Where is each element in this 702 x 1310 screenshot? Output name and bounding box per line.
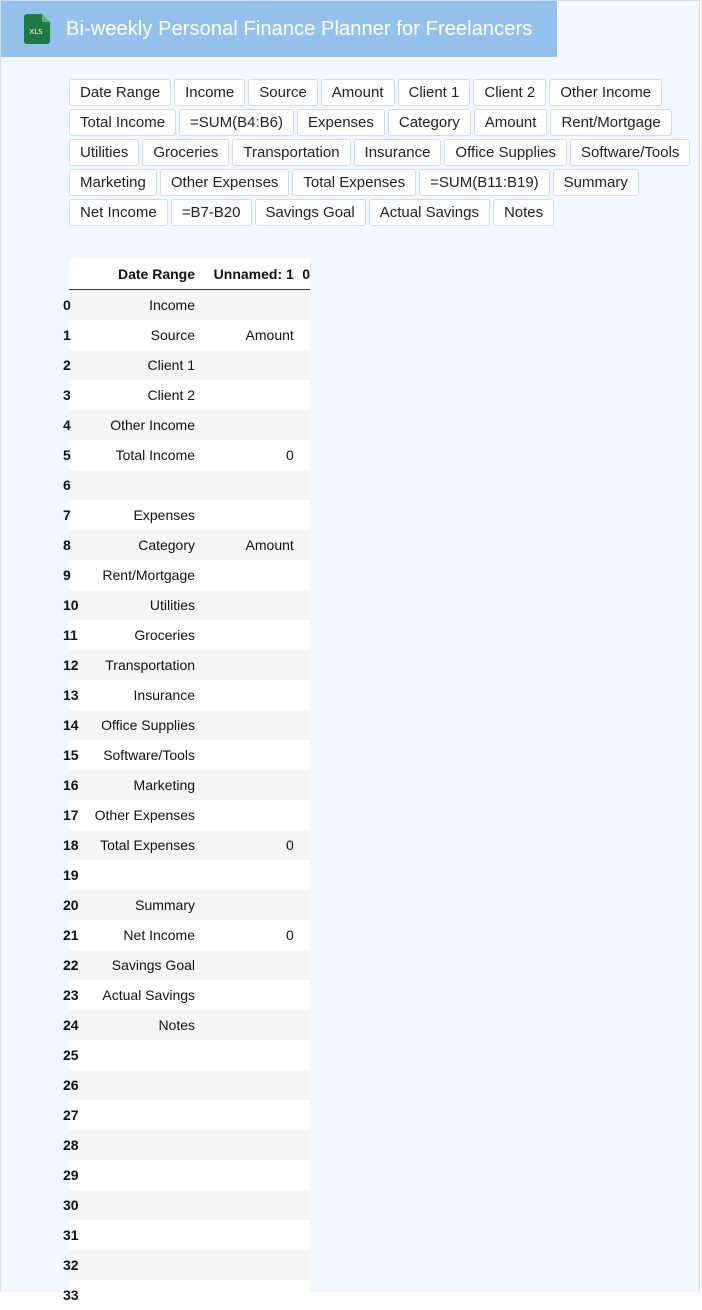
table-cell <box>201 1250 294 1280</box>
row-index-cell <box>63 770 79 800</box>
table-row <box>69 530 310 560</box>
table-cell: Income <box>79 290 201 321</box>
row-index-label: 26 <box>63 1077 79 1093</box>
table-cell: Expenses <box>79 500 201 530</box>
table-cell: Category <box>79 530 201 560</box>
table-cell <box>201 710 294 740</box>
table-header-row <box>69 259 310 290</box>
table-cell <box>79 1130 201 1160</box>
table-cell <box>79 1220 201 1250</box>
row-index-label: 5 <box>63 447 71 463</box>
cell-value-chip[interactable]: Amount <box>474 109 548 136</box>
row-index-cell <box>63 290 79 321</box>
cell-value-chip[interactable]: Marketing <box>69 169 157 196</box>
table-cell <box>201 350 294 380</box>
table-row <box>69 1040 310 1070</box>
table-cell <box>201 590 294 620</box>
file-title: Bi-weekly Personal Finance Planner for Freelancers <box>66 17 533 40</box>
table-cell <box>294 410 310 440</box>
row-index-cell <box>63 710 79 740</box>
row-index-cell <box>63 740 79 770</box>
row-index-label: 24 <box>63 1017 79 1033</box>
table-cell <box>79 1160 201 1190</box>
row-index-cell <box>63 1130 79 1160</box>
table-cell: Marketing <box>79 770 201 800</box>
table-cell <box>294 380 310 410</box>
sheet-table <box>63 259 310 1310</box>
row-index-label: 23 <box>63 987 79 1003</box>
table-row <box>69 560 310 590</box>
cell-value-chip[interactable]: Actual Savings <box>369 199 490 226</box>
table-cell <box>201 1100 294 1130</box>
table-row <box>69 950 310 980</box>
table-cell <box>294 500 310 530</box>
row-index-label: 32 <box>63 1257 79 1273</box>
table-row <box>69 800 310 830</box>
table-row <box>69 1070 310 1100</box>
table-cell <box>201 950 294 980</box>
table-row <box>69 1130 310 1160</box>
row-index-cell <box>63 1190 79 1220</box>
table-cell: Summary <box>79 890 201 920</box>
table-row <box>69 380 310 410</box>
table-cell <box>294 800 310 830</box>
table-cell: Notes <box>79 1010 201 1040</box>
row-index-label: 19 <box>63 867 79 883</box>
cell-value-chip[interactable]: Savings Goal <box>255 199 366 226</box>
cell-value-chip[interactable]: Amount <box>321 79 395 106</box>
cell-value-chip[interactable]: Office Supplies <box>444 139 567 166</box>
row-index-label: 31 <box>63 1227 79 1243</box>
table-cell <box>294 680 310 710</box>
table-cell <box>294 620 310 650</box>
table-cell <box>294 1220 310 1250</box>
row-index-cell <box>63 1010 79 1040</box>
row-index-label: 8 <box>63 537 71 553</box>
table-cell <box>294 1190 310 1220</box>
table-cell <box>201 1040 294 1070</box>
table-row <box>69 350 310 380</box>
table-cell: Utilities <box>79 590 201 620</box>
table-cell <box>294 1130 310 1160</box>
table-cell <box>294 950 310 980</box>
table-row <box>69 920 310 950</box>
row-index-label: 11 <box>63 627 78 643</box>
row-index-label: 30 <box>63 1197 79 1213</box>
cell-value-chip[interactable]: =B7-B20 <box>171 199 252 226</box>
table-cell: 0 <box>201 830 294 860</box>
row-index-label: 15 <box>63 747 79 763</box>
table-row <box>69 710 310 740</box>
table-row <box>69 590 310 620</box>
table-cell <box>294 590 310 620</box>
table-cell <box>201 770 294 800</box>
row-index-cell <box>63 650 79 680</box>
row-index-label: 18 <box>63 837 79 853</box>
table-cell <box>294 1010 310 1040</box>
table-cell <box>201 890 294 920</box>
cell-value-chip[interactable]: Date Range <box>69 79 171 106</box>
table-cell <box>201 1190 294 1220</box>
table-cell <box>201 860 294 890</box>
table-row <box>69 1220 310 1250</box>
row-index-cell <box>63 350 79 380</box>
table-cell: Rent/Mortgage <box>79 560 201 590</box>
row-index-label: 17 <box>63 807 79 823</box>
row-index-cell <box>63 440 79 470</box>
table-cell <box>294 1070 310 1100</box>
row-index-cell <box>63 410 79 440</box>
row-index-label: 28 <box>63 1137 79 1153</box>
table-cell <box>201 620 294 650</box>
row-index-cell <box>63 470 79 500</box>
table-cell: Groceries <box>79 620 201 650</box>
cell-value-chip[interactable]: =SUM(B11:B19) <box>419 169 550 196</box>
cell-value-chip[interactable]: Net Income <box>69 199 168 226</box>
table-row <box>69 410 310 440</box>
row-index-cell <box>63 950 79 980</box>
table-cell: Client 2 <box>79 380 201 410</box>
row-index-cell <box>63 890 79 920</box>
table-row <box>69 830 310 860</box>
row-index-label: 6 <box>63 477 71 493</box>
row-index-label: 3 <box>63 387 71 403</box>
table-cell: Amount <box>201 530 294 560</box>
svg-text:XLS: XLS <box>29 28 43 36</box>
row-index-cell <box>63 1280 79 1310</box>
cell-value-chip[interactable]: Client 1 <box>398 79 471 106</box>
table-cell <box>79 1250 201 1280</box>
table-cell <box>294 320 310 350</box>
table-cell: Net Income <box>79 920 201 950</box>
row-index-cell <box>63 530 79 560</box>
row-index-label: 7 <box>63 507 71 523</box>
row-index-cell <box>63 680 79 710</box>
table-cell <box>79 1280 201 1310</box>
table-cell <box>201 1160 294 1190</box>
table-row <box>69 1100 310 1130</box>
table-row <box>69 1190 310 1220</box>
table-cell <box>201 380 294 410</box>
row-index-cell <box>63 920 79 950</box>
row-index-cell <box>63 1220 79 1250</box>
row-index-label: 20 <box>63 897 79 913</box>
table-cell <box>201 470 294 500</box>
row-index-label: 13 <box>63 687 79 703</box>
cell-value-chip[interactable]: Other Expenses <box>160 169 290 196</box>
cell-value-chip[interactable]: Utilities <box>69 139 139 166</box>
row-index-label: 14 <box>63 717 79 733</box>
cell-value-chip[interactable]: Category <box>388 109 471 136</box>
cell-value-chip[interactable]: Notes <box>493 199 554 226</box>
cell-value-chip[interactable]: Software/Tools <box>570 139 690 166</box>
table-row <box>69 650 310 680</box>
table-cell <box>201 410 294 440</box>
row-index-cell <box>63 560 79 590</box>
table-row <box>69 440 310 470</box>
row-index-label: 2 <box>63 357 71 373</box>
row-index-cell <box>63 830 79 860</box>
table-row <box>69 740 310 770</box>
row-index-cell <box>63 320 79 350</box>
table-row <box>69 320 310 350</box>
row-index-cell <box>63 860 79 890</box>
table-cell <box>201 1070 294 1100</box>
row-index-label: 0 <box>63 297 71 313</box>
table-cell <box>294 980 310 1010</box>
table-cell: Insurance <box>79 680 201 710</box>
cell-value-chip[interactable]: Other Income <box>549 79 662 106</box>
cell-value-chip[interactable]: Income <box>174 79 245 106</box>
table-cell <box>294 1280 310 1310</box>
row-index-cell <box>63 1160 79 1190</box>
column-header: Unnamed: 1 <box>201 259 294 290</box>
row-index-cell <box>63 1250 79 1280</box>
table-row <box>69 470 310 500</box>
table-cell <box>294 350 310 380</box>
table-cell: Other Expenses <box>79 800 201 830</box>
row-index-label: 1 <box>63 327 71 343</box>
sheet-table-container <box>63 259 310 1310</box>
row-index-label: 25 <box>63 1047 79 1063</box>
table-cell <box>294 890 310 920</box>
table-row <box>69 1010 310 1040</box>
table-cell <box>294 440 310 470</box>
column-header: Date Range <box>79 259 201 290</box>
table-cell <box>294 920 310 950</box>
row-index-label: 33 <box>63 1287 79 1303</box>
row-index-label: 9 <box>63 567 71 583</box>
table-cell: Transportation <box>79 650 201 680</box>
row-index-label: 29 <box>63 1167 79 1183</box>
table-cell <box>294 530 310 560</box>
table-cell <box>294 1100 310 1130</box>
column-header: 0 <box>294 259 310 290</box>
table-cell <box>294 1040 310 1070</box>
row-index-label: 16 <box>63 777 79 793</box>
table-cell: Office Supplies <box>79 710 201 740</box>
table-cell <box>201 1010 294 1040</box>
row-index-cell <box>63 1100 79 1130</box>
row-index-cell <box>63 500 79 530</box>
table-cell: Source <box>79 320 201 350</box>
row-index-label: 10 <box>63 597 79 613</box>
table-cell <box>79 1040 201 1070</box>
table-cell <box>294 740 310 770</box>
table-row <box>69 500 310 530</box>
table-row <box>69 1160 310 1190</box>
row-index-label: 21 <box>63 927 79 943</box>
table-cell: Savings Goal <box>79 950 201 980</box>
table-cell <box>201 560 294 590</box>
table-cell <box>201 1280 294 1310</box>
column-header <box>69 259 79 290</box>
cell-value-chip[interactable]: Rent/Mortgage <box>550 109 671 136</box>
table-cell <box>294 560 310 590</box>
table-cell: Total Income <box>79 440 201 470</box>
table-cell <box>201 800 294 830</box>
row-index-cell <box>63 620 79 650</box>
table-cell: Amount <box>201 320 294 350</box>
table-cell <box>294 860 310 890</box>
cell-value-chip[interactable]: Client 2 <box>473 79 546 106</box>
cell-value-chip[interactable]: =SUM(B4:B6) <box>179 109 294 136</box>
table-cell: Actual Savings <box>79 980 201 1010</box>
table-cell <box>201 1130 294 1160</box>
cell-value-chip[interactable]: Source <box>248 79 318 106</box>
table-cell <box>79 860 201 890</box>
cell-value-chip[interactable]: Expenses <box>297 109 385 136</box>
table-cell <box>201 500 294 530</box>
table-cell <box>201 290 294 321</box>
row-index-label: 12 <box>63 657 79 673</box>
cell-value-chip[interactable]: Total Income <box>69 109 176 136</box>
row-index-cell <box>63 590 79 620</box>
table-cell <box>201 740 294 770</box>
table-cell <box>79 1070 201 1100</box>
table-cell <box>201 650 294 680</box>
row-index-cell <box>63 800 79 830</box>
cell-value-chip[interactable]: Insurance <box>354 139 442 166</box>
table-cell: Software/Tools <box>79 740 201 770</box>
table-cell <box>294 830 310 860</box>
table-cell <box>201 680 294 710</box>
table-cell: Client 1 <box>79 350 201 380</box>
table-row <box>69 770 310 800</box>
table-row <box>69 1250 310 1280</box>
cell-value-chip[interactable]: Groceries <box>142 139 229 166</box>
title-bar <box>1 1 557 57</box>
table-cell: 0 <box>201 920 294 950</box>
cell-value-chip[interactable]: Transportation <box>232 139 350 166</box>
table-cell <box>294 710 310 740</box>
table-row <box>69 680 310 710</box>
excel-file-icon <box>24 14 50 44</box>
table-cell <box>79 1100 201 1130</box>
table-row <box>69 290 310 321</box>
table-row <box>69 1280 310 1310</box>
table-cell <box>294 1160 310 1190</box>
cell-value-chip[interactable]: Summary <box>553 169 639 196</box>
table-cell <box>294 650 310 680</box>
table-cell <box>294 290 310 321</box>
row-index-cell <box>63 980 79 1010</box>
table-cell <box>201 980 294 1010</box>
table-row <box>69 890 310 920</box>
row-index-label: 22 <box>63 957 79 973</box>
row-index-label: 27 <box>63 1107 79 1123</box>
table-cell <box>294 470 310 500</box>
table-cell <box>79 470 201 500</box>
table-row <box>69 620 310 650</box>
row-index-cell <box>63 1070 79 1100</box>
table-cell <box>79 1190 201 1220</box>
table-cell <box>294 770 310 800</box>
table-cell <box>201 1220 294 1250</box>
cell-value-chip[interactable]: Total Expenses <box>292 169 416 196</box>
table-cell: Total Expenses <box>79 830 201 860</box>
table-row <box>69 860 310 890</box>
table-cell: 0 <box>201 440 294 470</box>
row-index-label: 4 <box>63 417 71 433</box>
cell-values-chip-list <box>69 79 699 226</box>
table-cell: Other Income <box>79 410 201 440</box>
table-cell <box>294 1250 310 1280</box>
row-index-cell <box>63 380 79 410</box>
table-row <box>69 980 310 1010</box>
row-index-cell <box>63 1040 79 1070</box>
